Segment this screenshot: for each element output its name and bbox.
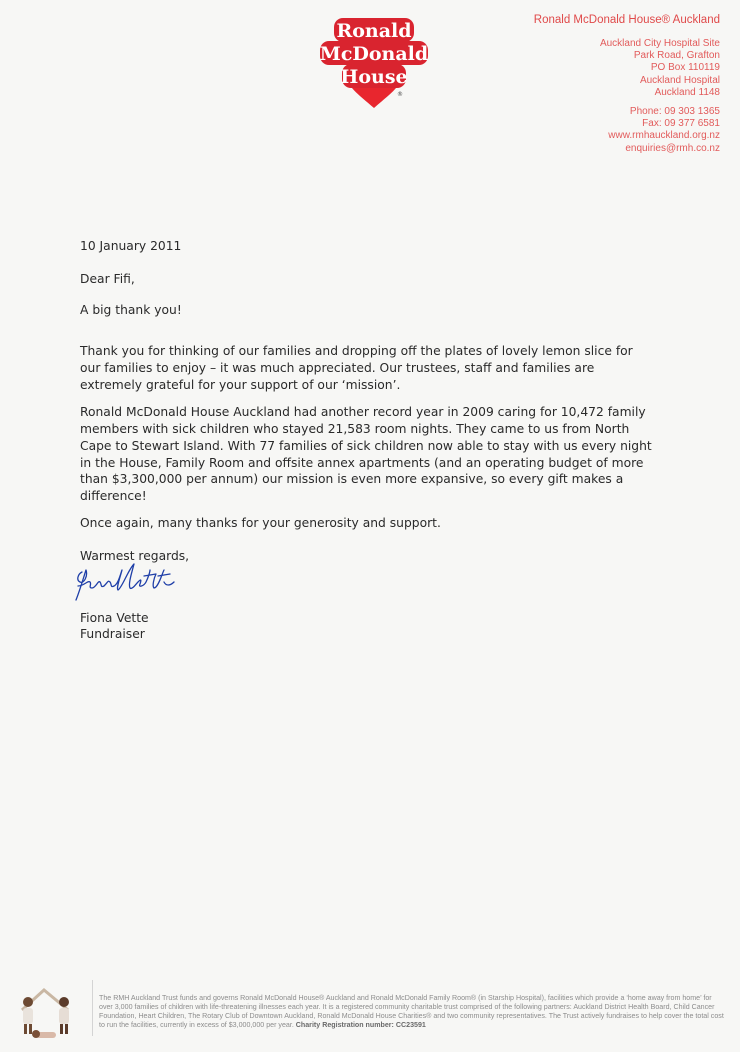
email-line: enquiries@rmh.co.nz	[625, 142, 720, 154]
address-line: PO Box 110119	[650, 62, 720, 74]
fax-line: Fax: 09 377 6581	[642, 118, 720, 130]
rmh-logo-icon	[318, 14, 430, 110]
closing: Warmest regards,	[80, 549, 190, 563]
signature-icon	[70, 560, 180, 604]
address-block	[600, 38, 720, 99]
address-line: Auckland 1148	[654, 86, 720, 98]
contact-block	[608, 106, 720, 155]
salutation: Dear Fifi,	[80, 272, 135, 286]
signature	[70, 560, 180, 604]
footer-text	[99, 994, 727, 1030]
charity-registration: Charity Registration number: CC23591	[295, 1020, 426, 1029]
footer-description: The RMH Auckland Trust funds and governs Ronald McDonald House® Auckland and Ronald McDonald Family Room® (in Starship Hospital), facilities which provide a ‘home away from home’ for over 3,000 families of children with life-threatening illnesses each year. It is a registered community charitable trust comprised of the following partners: Auckland District Health Board, Child Cancer Foundation, Heart Children, The Rotary Club of Downtown Auckland, Ronald McDonald House Charities® and two community representatives. The Trust actively fundraises to help cover the total cost to run the facilities, currently in excess of $3,000,000 per year.	[99, 994, 724, 1029]
website-line: www.rmhauckland.org.nz	[608, 130, 720, 142]
footer-divider	[92, 980, 93, 1036]
logo-registered-mark: ®	[397, 91, 403, 98]
footer-illustration	[10, 980, 82, 1042]
signer-name: Fiona Vette	[80, 611, 149, 625]
opening-line: A big thank you!	[80, 303, 182, 317]
phone-line: Phone: 09 303 1365	[629, 106, 720, 117]
children-house-icon	[10, 980, 82, 1042]
signer-title: Fundraiser	[80, 627, 145, 641]
org-name: Ronald McDonald House® Auckland	[533, 14, 720, 26]
paragraph-record-year: Ronald McDonald House Auckland had another record year in 2009 caring for 10,472 family members with sick children who stayed 21,583 room nights. They came to us from North Cape to Stewart Island. With 77 families of sick children now able to stay with us every night in the House, Family Room and offsite annex apartments (and an operating budget of more than $3,300,000 per annum) our mission is even more expansive, so every gift makes a difference!	[80, 405, 652, 504]
paragraph-thanks: Thank you for thinking of our families and dropping off the plates of lovely lemon slice for our families to enjoy – it was much appreciated. Our trustees, staff and families are extremely grateful for your support of our ‘mission’.	[80, 344, 633, 392]
letter-date: 10 January 2011	[80, 239, 182, 253]
address-line: Park Road, Grafton	[633, 50, 720, 62]
address-line: Auckland Hospital	[639, 74, 720, 86]
logo-line-3: House	[340, 66, 408, 88]
paragraph-closing-thanks: Once again, many thanks for your generosity and support.	[80, 516, 441, 531]
address-line: Auckland City Hospital Site	[599, 38, 720, 49]
rmh-logo	[318, 14, 430, 110]
logo-line-2: McDonald	[319, 43, 429, 65]
logo-line-1: Ronald	[336, 20, 412, 42]
